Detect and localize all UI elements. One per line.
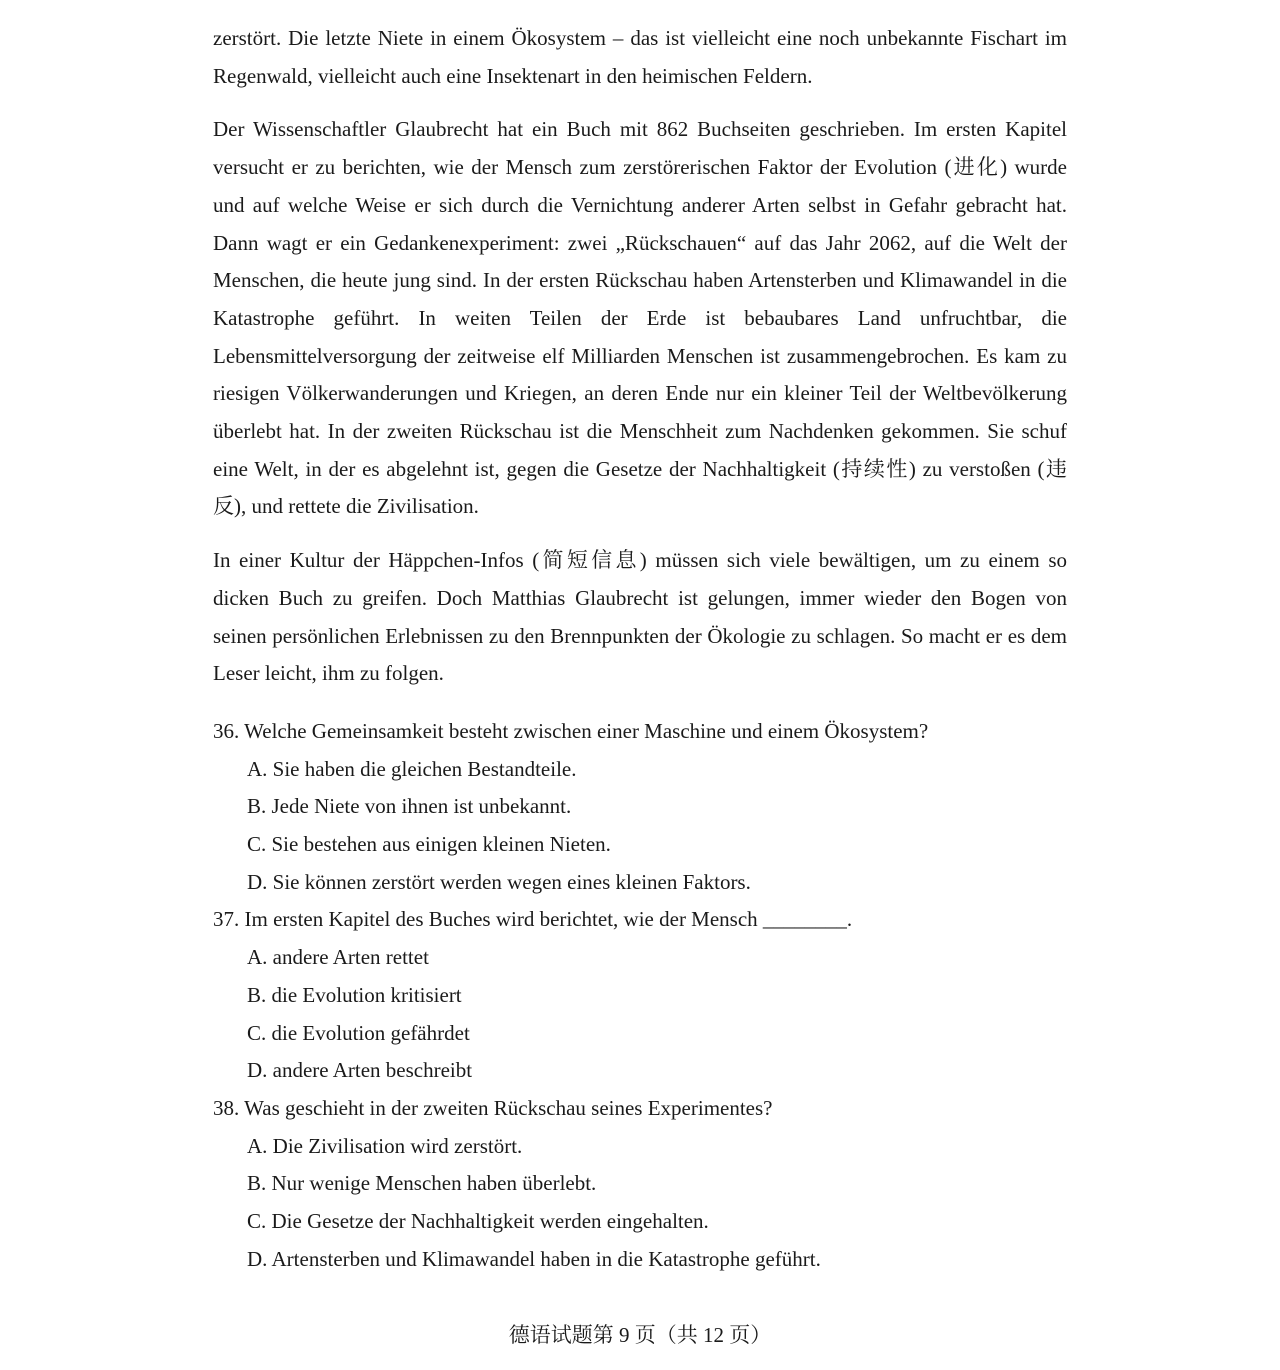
question-38-option-d: D. Artensterben und Klimawandel haben in die Katastrophe geführt. <box>247 1246 821 1271</box>
question-36-option-c: C. Sie bestehen aus einigen kleinen Nieten. <box>247 832 611 857</box>
page-footer: 德语试题第 9 页（共 12 页） <box>508 1323 772 1347</box>
question-37-text: 37. Im ersten Kapitel des Buches wird berichtet, wie der Mensch ________. <box>213 907 853 932</box>
question-38-option-b: B. Nur wenige Menschen haben überlebt. <box>247 1171 597 1196</box>
question-36-text: 36. Welche Gemeinsamkeit besteht zwischen einer Maschine und einem Ökosystem? <box>213 718 929 743</box>
question-36-option-b: B. Jede Niete von ihnen ist unbekannt. <box>247 794 572 819</box>
question-38-text: 38. Was geschieht in der zweiten Rückschau seines Experimentes? <box>213 1095 773 1120</box>
question-37 <box>213 901 1067 1090</box>
question-36 <box>213 713 1067 902</box>
question-37-option-a: A. andere Arten rettet <box>247 945 429 970</box>
question-list <box>213 713 1067 1279</box>
question-36-option-a: A. Sie haben die gleichen Bestandteile. <box>247 756 577 781</box>
question-38 <box>213 1090 1067 1279</box>
question-36-option-d: D. Sie können zerstört werden wegen eines kleinen Faktors. <box>247 869 751 894</box>
question-38-option-c: C. Die Gesetze der Nachhaltigkeit werden eingehalten. <box>247 1209 709 1234</box>
passage-paragraph-2: Der Wissenschaftler Glaubrecht hat ein Buch mit 862 Buchseiten geschrieben. Im ersten Kapitel versucht er zu berichten, wie der Mensch zum zerstörerischen Faktor der Evolution (进化) wurde und auf welche Weise er sich durch die Vernichtung anderer Arten selbst in Gefahr gebracht hat. Dann wagt er ein Gedankenexperiment: zwei „Rückschauen“ auf das Jahr 2062, auf die Welt der Menschen, die heute jung sind. In der ersten Rückschau haben Artensterben und Klimawandel in die Katastrophe geführt. In weiten Teilen der Erde ist bebaubares Land unfruchtbar, die Lebensmittelversorgung der zeitweise elf Milliarden Menschen ist zusammengebrochen. Es kam zu riesigen Völkerwanderungen und Kriegen, an deren Ende nur ein kleiner Teil der Weltbevölkerung überlebt hat. In der zweiten Rückschau ist die Menschheit zum Nachdenken gekommen. Sie schuf eine Welt, in der es abgelehnt ist, gegen die Gesetze der Nachhaltigkeit (持续性) zu verstoßen (违反), und rettete die Zivilisation. <box>213 117 1067 519</box>
question-38-option-a: A. Die Zivilisation wird zerstört. <box>247 1133 523 1158</box>
question-37-option-b: B. die Evolution kritisiert <box>247 982 462 1007</box>
exam-page <box>213 20 1067 1279</box>
passage-paragraph-3: In einer Kultur der Häppchen-Infos (简短信息) müssen sich viele bewältigen, um zu einem so dicken Buch zu greifen. Doch Matthias Glaubrecht ist gelungen, immer wieder den Bogen von seinen persönlichen Erlebnissen zu den Brennpunkten der Ökologie zu schlagen. So macht er es dem Leser leicht, ihm zu folgen. <box>213 548 1067 686</box>
question-37-option-c: C. die Evolution gefährdet <box>247 1020 470 1045</box>
passage-paragraph-1: zerstört. Die letzte Niete in einem Ökosystem – das ist vielleicht eine noch unbekannte Fischart im Regenwald, vielleicht auch eine Insektenart in den heimischen Feldern. <box>213 26 1067 88</box>
question-37-option-d: D. andere Arten beschreibt <box>247 1058 473 1083</box>
